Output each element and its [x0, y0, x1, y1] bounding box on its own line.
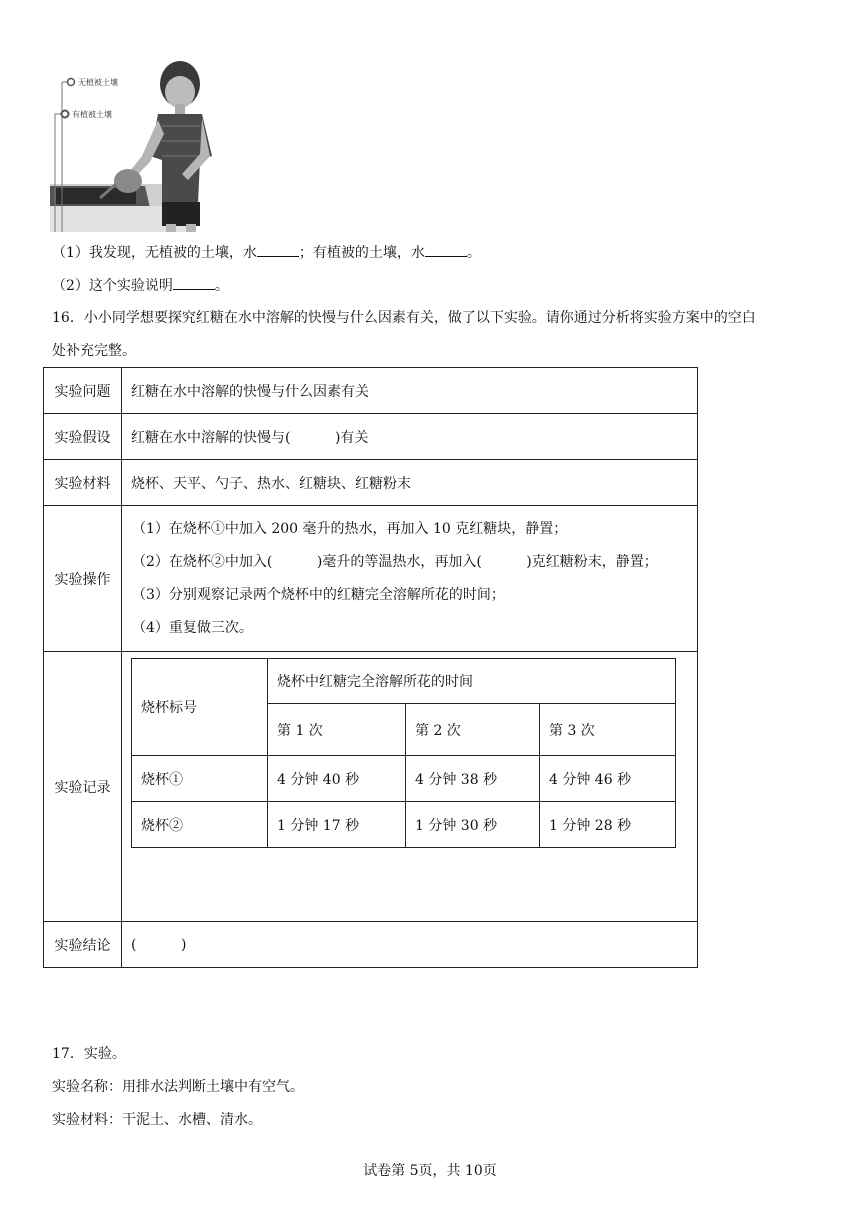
header-cell: 第 1 次	[268, 704, 406, 756]
q17-name: 实验名称：用排水法判断土壤中有空气。	[52, 1079, 304, 1095]
q15-part2: （2）这个实验说明 。	[52, 275, 229, 296]
table-row	[44, 922, 698, 968]
experiment-plan-table	[43, 367, 698, 968]
header-cell: 第 3 次	[540, 704, 676, 756]
table-cell: 1 分钟 30 秒	[406, 802, 540, 848]
step-2: （2）在烧杯②中加入( )毫升的等温热水，再加入( )克红糖粉末，静置；	[132, 553, 658, 570]
header-cell: 烧杯中红糖完全溶解所花的时间	[268, 659, 676, 704]
table-cell: 4 分钟 38 秒	[406, 756, 540, 802]
operation-steps	[122, 506, 698, 652]
table-cell: 烧杯①	[132, 756, 268, 802]
answer-blank[interactable]	[257, 242, 299, 257]
answer-blank[interactable]	[425, 242, 467, 257]
step-3: （3）分别观察记录两个烧杯中的红糖完全溶解所花的时间；	[132, 586, 505, 603]
row-label: 实验假设	[44, 414, 122, 460]
q17-materials: 实验材料：干泥土、水槽、清水。	[52, 1112, 262, 1128]
table-cell: 1 分钟 28 秒	[540, 802, 676, 848]
table-cell: 4 分钟 46 秒	[540, 756, 676, 802]
experiment-photo	[50, 56, 225, 232]
page-footer: 试卷第 5页，共 10页	[363, 1163, 497, 1179]
row-value: 红糖在水中溶解的快慢与( )有关	[122, 414, 698, 460]
row-label: 实验问题	[44, 368, 122, 414]
row-value: ( )	[122, 922, 698, 968]
row-label: 实验结论	[44, 922, 122, 968]
legend-label-no-vegetation: 无植被土壤	[78, 78, 118, 87]
row-value: 红糖在水中溶解的快慢与什么因素有关	[122, 368, 698, 414]
table-row	[44, 414, 698, 460]
table-row	[44, 652, 698, 922]
table-cell: 烧杯②	[132, 802, 268, 848]
table-row	[44, 460, 698, 506]
row-label: 实验材料	[44, 460, 122, 506]
header-cell: 烧杯标号	[132, 659, 268, 756]
q16-intro-line1: 16．小小同学想要探究红糖在水中溶解的快慢与什么因素有关，做了以下实验。请你通过分析将实验方案中的空白	[52, 310, 756, 326]
step-1: （1）在烧杯①中加入 200 毫升的热水，再加入 10 克红糖块，静置；	[132, 520, 568, 537]
table-row	[132, 659, 676, 704]
legend-label-vegetation: 有植被土壤	[72, 110, 112, 119]
q16-intro-line2: 处补充完整。	[52, 343, 136, 359]
record-table	[131, 658, 676, 848]
table-row	[132, 802, 676, 848]
row-label: 实验记录	[44, 652, 122, 922]
q15-part1: （1）我发现，无植被的土壤，水 ；有植被的土壤，水 。	[52, 242, 481, 263]
row-label: 实验操作	[44, 506, 122, 652]
q17-title: 17．实验。	[52, 1046, 126, 1062]
answer-blank[interactable]	[173, 275, 215, 290]
table-cell: 4 分钟 40 秒	[268, 756, 406, 802]
header-cell: 第 2 次	[406, 704, 540, 756]
table-cell: 1 分钟 17 秒	[268, 802, 406, 848]
table-row	[132, 756, 676, 802]
step-4: （4）重复做三次。	[132, 619, 253, 636]
table-row	[44, 506, 698, 652]
table-row	[44, 368, 698, 414]
record-cell	[122, 652, 698, 922]
row-value: 烧杯、天平、勺子、热水、红糖块、红糖粉末	[122, 460, 698, 506]
